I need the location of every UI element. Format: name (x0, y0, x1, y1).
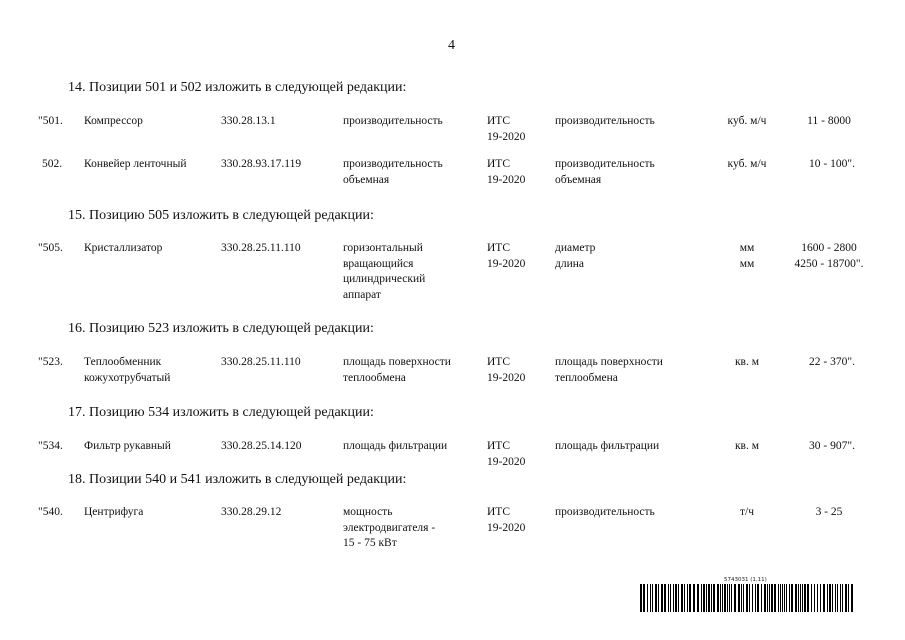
parameter-line: аппарат (343, 288, 381, 301)
parameter (343, 157, 443, 188)
section-heading-18: 18. Позиции 540 и 541 изложить в следующей редакции: (68, 472, 407, 487)
barcode-bar (664, 584, 666, 612)
barcode-bar (767, 584, 768, 612)
barcode-bar (675, 584, 677, 612)
barcode-bar (661, 584, 663, 612)
barcode-bar (681, 584, 683, 612)
barcode-bar (738, 584, 740, 612)
unit-line: мм (739, 257, 755, 270)
value-range: 11 - 8000 (807, 115, 851, 127)
standard-line: 19-2020 (487, 173, 526, 186)
row-number: "505. (38, 242, 63, 254)
standard (487, 355, 525, 386)
barcode-bar (724, 584, 726, 612)
standard-line: ИТС (487, 440, 510, 452)
barcode-bar (755, 584, 756, 612)
barcode-bar (827, 584, 828, 612)
barcode-bar (650, 584, 651, 612)
barcode-bar (652, 584, 653, 612)
parameter (343, 241, 425, 303)
standard (487, 114, 525, 145)
equipment-name-line: Теплообменник (84, 356, 162, 368)
standard-line: ИТС (487, 242, 510, 254)
parameter-line: мощность (343, 506, 393, 518)
section-heading-15: 15. Позицию 505 изложить в следующей редакции: (68, 208, 374, 223)
equipment-name-line: кожухотрубчатый (84, 371, 171, 384)
indicator: производительность (555, 506, 655, 518)
barcode-bar (684, 584, 685, 612)
barcode-bar (731, 584, 732, 612)
okpd-code: 330.28.25.11.110 (221, 356, 301, 368)
barcode-bar (769, 584, 770, 612)
standard-line: 19-2020 (487, 371, 526, 384)
standard (487, 241, 525, 272)
barcode-bar (832, 584, 833, 612)
barcode-bar (791, 584, 793, 612)
barcode-bar (689, 584, 691, 612)
parameter-line: вращающийся (343, 257, 414, 270)
value-range: 22 - 370". (809, 356, 855, 368)
standard-line: ИТС (487, 506, 510, 518)
barcode-bar (786, 584, 787, 612)
unit: куб. м/ч (727, 158, 767, 170)
value-line: 1600 - 2800 (801, 242, 857, 254)
okpd-code: 330.28.13.1 (221, 115, 276, 127)
indicator (555, 355, 663, 386)
unit: кв. м (734, 356, 760, 368)
barcode-label: 5743031 (1.11) (724, 577, 767, 583)
indicator-line: объемная (555, 173, 602, 186)
barcode-image (640, 584, 856, 612)
standard-line: ИТС (487, 356, 510, 368)
equipment-name: Центрифуга (84, 506, 144, 518)
barcode-bar (789, 584, 790, 612)
barcode-bar (746, 584, 748, 612)
section-heading-14: 14. Позиции 501 и 502 изложить в следующей редакции: (68, 80, 407, 95)
standard-line: ИТС (487, 115, 510, 127)
indicator: площадь фильтрации (555, 440, 660, 452)
equipment-name (84, 355, 170, 386)
barcode-bar (749, 584, 750, 612)
barcode-bar (703, 584, 705, 612)
barcode-bar (842, 584, 843, 612)
row-number: "501. (38, 115, 63, 127)
unit-line: мм (739, 242, 755, 254)
barcode-bar (829, 584, 831, 612)
barcode-bar (811, 584, 812, 612)
parameter-line: объемная (343, 173, 390, 186)
barcode-bar (840, 584, 841, 612)
page-number: 4 (448, 38, 455, 53)
parameter-line: теплообмена (343, 371, 406, 384)
indicator-line: длина (555, 257, 585, 270)
barcode-bar (782, 584, 783, 612)
okpd-code: 330.28.93.17.119 (221, 158, 302, 170)
barcode-bar (711, 584, 712, 612)
barcode-bar (729, 584, 730, 612)
parameter-line: 15 - 75 кВт (343, 537, 397, 549)
standard-line: 19-2020 (487, 521, 526, 534)
barcode-bar (727, 584, 728, 612)
barcode-bar (802, 584, 803, 612)
equipment-name: Конвейер ленточный (84, 158, 187, 170)
barcode-bar (800, 584, 801, 612)
unit: т/ч (739, 506, 754, 518)
parameter (343, 355, 451, 386)
unit: кв. м (734, 440, 760, 452)
barcode-bar (741, 584, 742, 612)
barcode-bar (640, 584, 642, 612)
standard-line: 19-2020 (487, 130, 526, 143)
barcode-bar (764, 584, 766, 612)
parameter-line: горизонтальный (343, 242, 423, 254)
barcode-bar (687, 584, 688, 612)
barcode-bar (848, 584, 849, 612)
parameter: производительность (343, 115, 443, 127)
okpd-code: 330.28.29.12 (221, 506, 282, 518)
barcode-bar (851, 584, 853, 612)
row-number: "534. (38, 440, 63, 452)
parameter-line: электродвигателя - (343, 521, 436, 534)
barcode-bar (743, 584, 744, 612)
standard (487, 505, 525, 536)
okpd-code: 330.28.25.11.110 (221, 242, 301, 254)
indicator (555, 157, 655, 188)
parameter-line: площадь поверхности (343, 356, 451, 368)
standard-line: 19-2020 (487, 455, 526, 468)
barcode-bar (708, 584, 710, 612)
indicator: производительность (555, 115, 655, 127)
unit (717, 241, 777, 272)
barcode-bar (752, 584, 753, 612)
barcode-bar (837, 584, 838, 612)
barcode-bar (778, 584, 779, 612)
barcode-bar (722, 584, 723, 612)
barcode-bar (807, 584, 809, 612)
indicator-line: диаметр (555, 242, 596, 254)
value-range: 3 - 25 (815, 506, 843, 518)
equipment-name: Кристаллизатор (84, 242, 163, 254)
barcode-bar (820, 584, 821, 612)
barcode-bar (647, 584, 648, 612)
barcode-bar (757, 584, 759, 612)
barcode-bar (673, 584, 674, 612)
barcode-bar (678, 584, 679, 612)
section-heading-16: 16. Позицию 523 изложить в следующей редакции: (68, 321, 374, 336)
barcode-bar (643, 584, 645, 612)
parameter-line: цилиндрический (343, 273, 426, 285)
value-line: 4250 - 18700". (794, 257, 864, 270)
barcode-bar (835, 584, 836, 612)
parameter-line: производительность (343, 158, 443, 170)
row-number: 502. (42, 158, 63, 170)
barcode-bar (845, 584, 847, 612)
row-number: "523. (38, 356, 63, 368)
barcode-bar (670, 584, 671, 612)
barcode-bar (774, 584, 776, 612)
barcode-bar (817, 584, 818, 612)
barcode-bar (701, 584, 702, 612)
barcode-bar (697, 584, 699, 612)
unit: куб. м/ч (727, 115, 767, 127)
indicator-line: теплообмена (555, 371, 618, 384)
barcode-bar (734, 584, 736, 612)
row-number: "540. (38, 506, 63, 518)
barcode-bar (804, 584, 806, 612)
barcode-bar (706, 584, 707, 612)
equipment-name: Компрессор (84, 115, 143, 127)
section-heading-17: 17. Позицию 534 изложить в следующей редакции: (68, 405, 374, 420)
standard-line: ИТС (487, 158, 510, 170)
barcode-bar (771, 584, 773, 612)
barcode-bar (798, 584, 799, 612)
barcode-bar (668, 584, 669, 612)
parameter: площадь фильтрации (343, 440, 448, 452)
value-range (779, 241, 879, 272)
barcode-bar (784, 584, 785, 612)
barcode-bar (823, 584, 825, 612)
indicator-line: производительность (555, 158, 655, 170)
value-range: 10 - 100". (809, 158, 855, 170)
barcode-bar (720, 584, 721, 612)
barcode-bar (655, 584, 657, 612)
barcode-bar (658, 584, 659, 612)
indicator (555, 241, 595, 272)
barcode-bar (693, 584, 695, 612)
barcode-bar (780, 584, 781, 612)
barcode-bar (717, 584, 719, 612)
equipment-name: Фильтр рукавный (84, 440, 171, 452)
standard (487, 157, 525, 188)
barcode-bar (713, 584, 715, 612)
standard (487, 439, 525, 470)
barcode-bar (814, 584, 815, 612)
okpd-code: 330.28.25.14.120 (221, 440, 302, 452)
barcode-bar (761, 584, 762, 612)
parameter (343, 505, 435, 552)
standard-line: 19-2020 (487, 257, 526, 270)
value-range: 30 - 907". (809, 440, 855, 452)
indicator-line: площадь поверхности (555, 356, 663, 368)
barcode-bar (795, 584, 797, 612)
